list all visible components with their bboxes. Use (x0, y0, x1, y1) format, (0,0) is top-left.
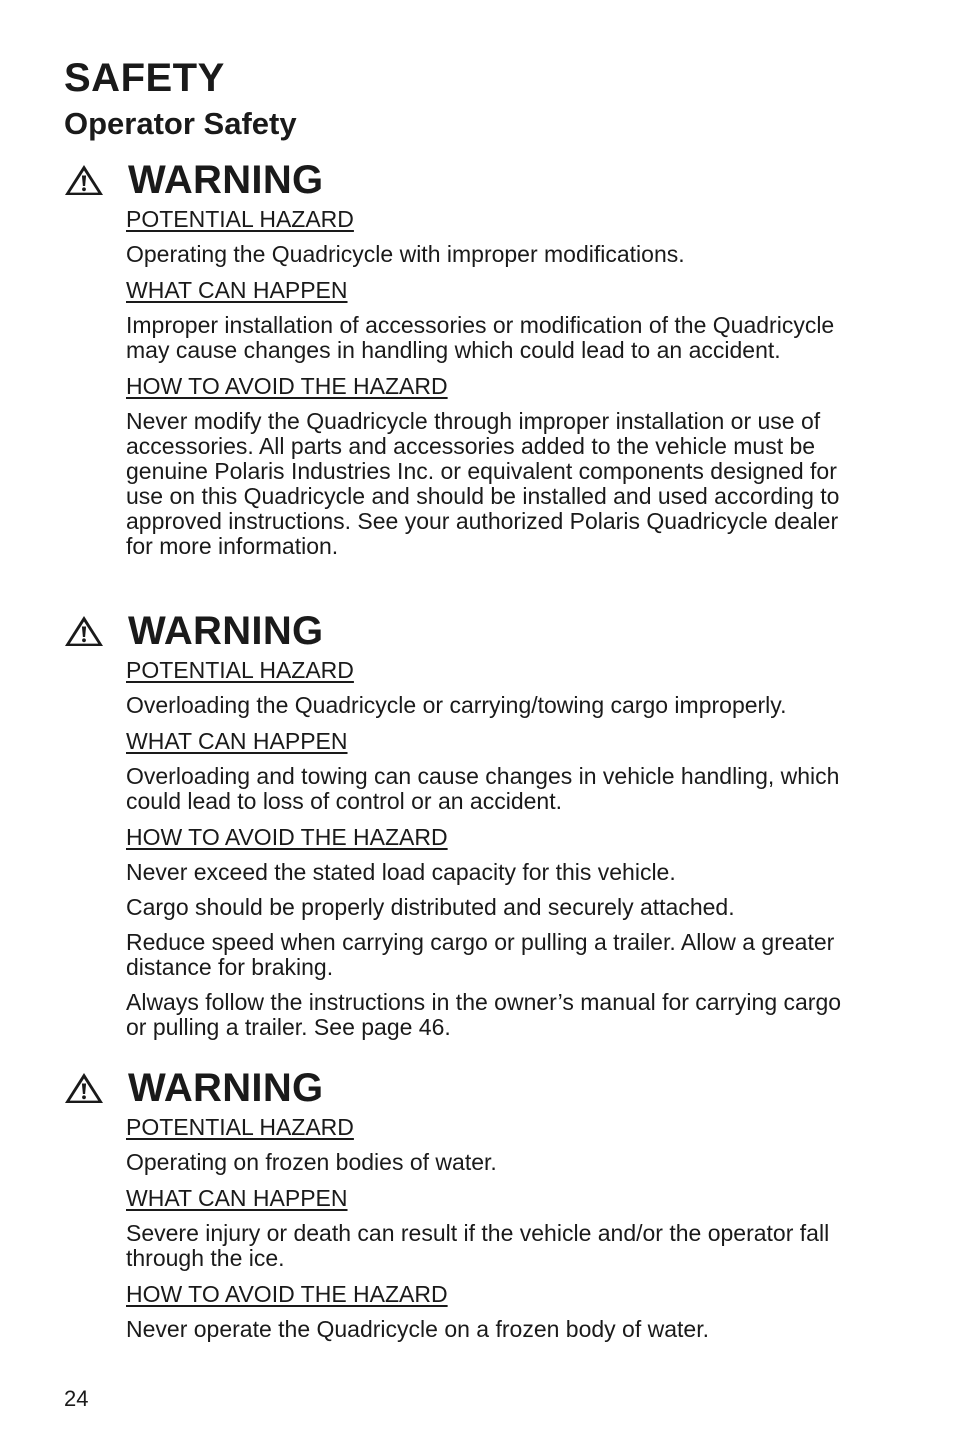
warning-block-frozen-water (64, 1066, 864, 1352)
how-to-avoid-text: Reduce speed when carrying cargo or pulling a trailer. Allow a greater distance for braking. (126, 929, 835, 980)
potential-hazard-text: Operating the Quadricycle with improper modifications. (126, 241, 685, 267)
potential-hazard-text: Overloading the Quadricycle or carrying/towing cargo improperly. (126, 692, 787, 718)
how-to-avoid-label: HOW TO AVOID THE HAZARD (126, 373, 448, 399)
page-title: SAFETY (64, 56, 225, 100)
what-can-happen-text: Overloading and towing can cause changes in vehicle handling, which could lead to loss of control or an accident. (126, 763, 840, 814)
potential-hazard-label: POTENTIAL HAZARD (126, 657, 354, 683)
warning-title: WARNING (128, 609, 324, 653)
warning-title: WARNING (128, 158, 324, 202)
what-can-happen-text: Severe injury or death can result if the vehicle and/or the operator fall through the ice. (126, 1220, 830, 1271)
potential-hazard-text: Operating on frozen bodies of water. (126, 1149, 497, 1175)
how-to-avoid-label: HOW TO AVOID THE HAZARD (126, 1281, 448, 1307)
warning-heading (64, 609, 864, 653)
potential-hazard-label: POTENTIAL HAZARD (126, 206, 354, 232)
warning-triangle-icon (64, 615, 104, 647)
how-to-avoid-text: Cargo should be properly distributed and securely attached. (126, 894, 735, 920)
page-number: 24 (64, 1386, 89, 1411)
warning-title: WARNING (128, 1066, 324, 1110)
how-to-avoid-text: Never operate the Quadricycle on a frozen body of water. (126, 1316, 709, 1342)
warning-heading (64, 158, 864, 202)
warning-triangle-icon (64, 1072, 104, 1104)
how-to-avoid-text: Always follow the instructions in the owner’s manual for carrying cargo or pulling a trailer. See page 46. (126, 989, 842, 1040)
what-can-happen-text: Improper installation of accessories or modification of the Quadricycle may cause changes in handling which could lead to an accident. (126, 312, 835, 363)
what-can-happen-label: WHAT CAN HAPPEN (126, 277, 348, 303)
how-to-avoid-label: HOW TO AVOID THE HAZARD (126, 824, 448, 850)
what-can-happen-label: WHAT CAN HAPPEN (126, 1185, 348, 1211)
warning-block-modifications (64, 158, 864, 569)
warning-block-overloading (64, 609, 864, 1050)
section-subtitle: Operator Safety (64, 106, 297, 141)
how-to-avoid-text: Never exceed the stated load capacity for this vehicle. (126, 859, 676, 885)
warning-triangle-icon (64, 164, 104, 196)
what-can-happen-label: WHAT CAN HAPPEN (126, 728, 348, 754)
how-to-avoid-text: Never modify the Quadricycle through improper installation or use of accessories. All parts and accessories added to the vehicle must be genuine Polaris Industries Inc. or equivalent components designed for use on this Quadricycle and should be installed and used according to approved instructions. See your authorized Polaris Quadricycle dealer for more information. (126, 408, 840, 559)
warning-heading (64, 1066, 864, 1110)
potential-hazard-label: POTENTIAL HAZARD (126, 1114, 354, 1140)
